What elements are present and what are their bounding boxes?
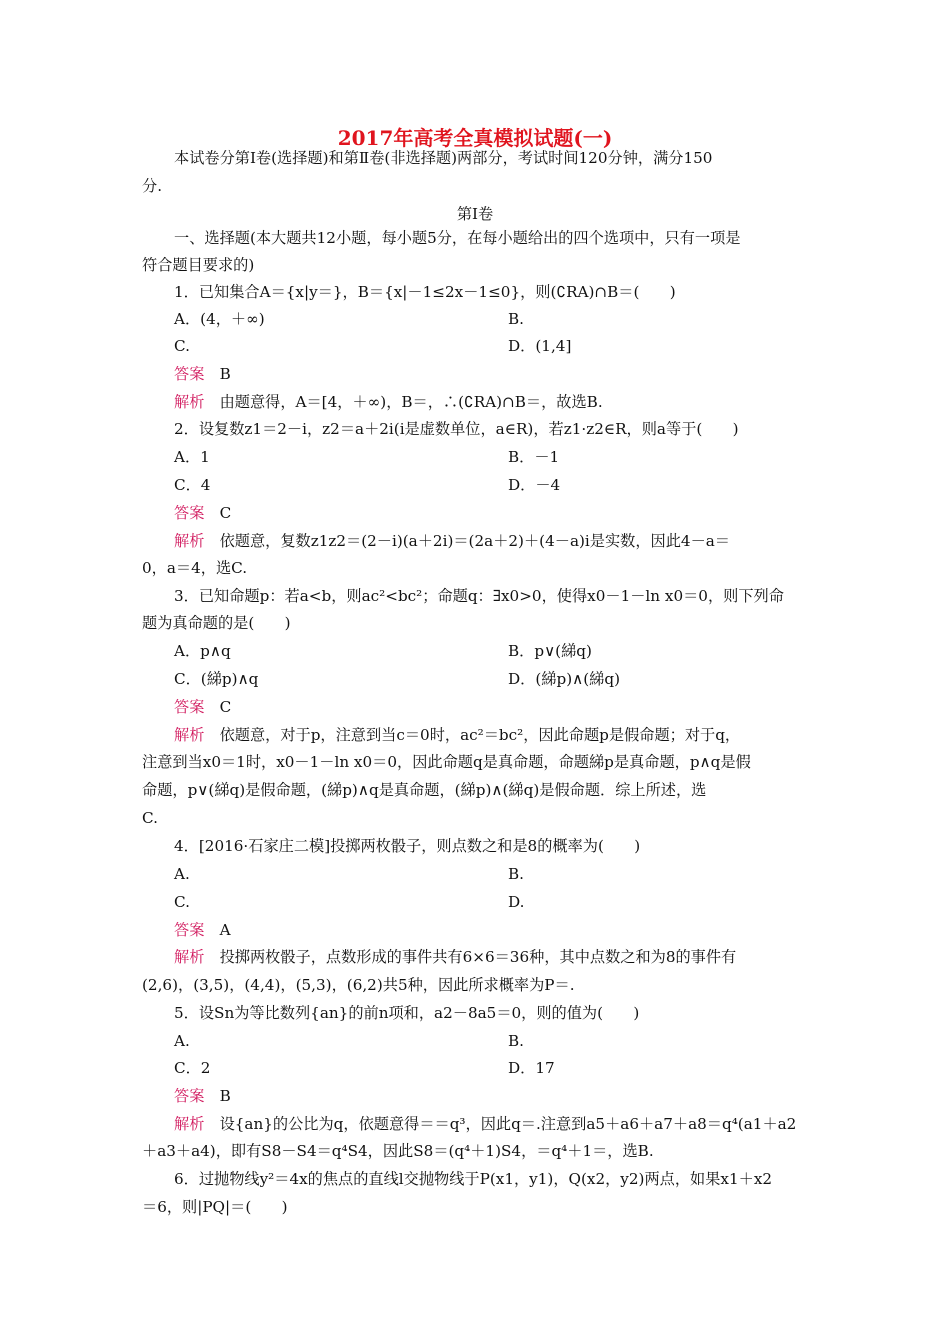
q3-option-a: A．p∧q — [174, 642, 231, 660]
q4-option-b: B. — [508, 865, 524, 883]
q3-analysis-line-2: 注意到当x0＝1时，x0－1－ln x0＝0，因此命题q是真命题，命题綈p是真命题，p∧q是假 — [142, 753, 751, 771]
q1-option-d: D．(1,4] — [508, 337, 572, 355]
q3-analysis-line-3: 命题，p∨(綈q)是假命题，(綈p)∧q是真命题，(綈p)∧(綈q)是假命题．综上所述，选 — [142, 781, 707, 799]
q4-stem: 4．[2016·石家庄二模]投掷两枚骰子，则点数之和是8的概率为( ) — [174, 837, 641, 855]
answer-label: 答案 — [174, 698, 205, 716]
q6-stem-line-2: ＝6，则|PQ|＝( ) — [142, 1198, 288, 1216]
q6-stem-line-1: 6．过抛物线y²＝4x的焦点的直线l交抛物线于P(x1，y1)，Q(x2，y2)两点，如果x1＋x2 — [174, 1170, 773, 1188]
section-heading-line-2: 符合题目要求的) — [142, 256, 255, 274]
q4-analysis — [174, 947, 844, 967]
q1-analysis-line-1: 由题意得，A＝[4，＋∞)，B＝，∴(∁RA)∩B＝，故选B. — [219, 393, 603, 411]
q3-analysis — [174, 725, 844, 745]
q4-analysis-line-2: (2,6)，(3,5)，(4,4)，(5,3)，(6,2)共5种，因此所求概率为P＝. — [142, 976, 575, 994]
q1-option-a: A．(4，＋∞) — [174, 310, 265, 328]
q2-analysis — [174, 531, 844, 551]
answer-label: 答案 — [174, 504, 205, 522]
analysis-label: 解析 — [174, 532, 205, 550]
q2-option-d: D．－4 — [508, 476, 561, 494]
q4-option-a: A. — [174, 865, 190, 883]
q3-answer-value: C — [219, 698, 232, 716]
q2-option-c: C．4 — [174, 476, 211, 494]
q4-option-d: D. — [508, 893, 525, 911]
q5-stem: 5．设Sn为等比数列{an}的前n项和，a2－8a5＝0，则的值为( ) — [174, 1004, 640, 1022]
analysis-label: 解析 — [174, 726, 205, 744]
analysis-label: 解析 — [174, 948, 205, 966]
q5-analysis-line-1: 设{an}的公比为q，依题意得＝＝q³，因此q＝.注意到a5＋a6＋a7＋a8＝q⁴(a1＋a2 — [219, 1115, 797, 1133]
analysis-label: 解析 — [174, 1115, 205, 1133]
q5-option-b: B. — [508, 1032, 524, 1050]
intro-line-2: 分. — [142, 177, 163, 195]
q1-analysis — [174, 392, 844, 412]
q5-option-d: D．17 — [508, 1059, 555, 1077]
q5-answer — [174, 1086, 844, 1106]
q2-analysis-line-1: 依题意，复数z1z2＝(2－i)(a＋2i)＝(2a＋2)＋(4－a)i是实数，因此4－a＝ — [219, 532, 730, 550]
q1-option-c: C. — [174, 337, 190, 355]
answer-label: 答案 — [174, 365, 205, 383]
q2-answer-value: C — [219, 504, 232, 522]
q4-analysis-line-1: 投掷两枚骰子，点数形成的事件共有6×6＝36种，其中点数之和为8的事件有 — [219, 948, 737, 966]
q5-option-a: A. — [174, 1032, 190, 1050]
intro-line-1: 本试卷分第Ⅰ卷(选择题)和第Ⅱ卷(非选择题)两部分，考试时间120分钟，满分150 — [174, 149, 713, 167]
q3-option-c: C．(綈p)∧q — [174, 670, 259, 688]
q2-analysis-line-2: 0，a＝4，选C. — [142, 559, 248, 577]
q2-answer — [174, 503, 844, 523]
q2-stem: 2．设复数z1＝2－i，z2＝a＋2i(i是虚数单位，a∈R)，若z1·z2∈R，则a等于( ) — [174, 420, 739, 438]
q1-answer — [174, 364, 844, 384]
q4-answer — [174, 920, 844, 940]
answer-label: 答案 — [174, 921, 205, 939]
q4-answer-value: A — [219, 921, 231, 939]
q3-option-b: B．p∨(綈q) — [508, 642, 592, 660]
analysis-label: 解析 — [174, 393, 205, 411]
q5-analysis-line-2: ＋a3＋a4)，即有S8－S4＝q⁴S4，因此S8＝(q⁴＋1)S4，＝q⁴＋1＝，选B. — [142, 1142, 654, 1160]
q1-stem: 1．已知集合A＝{x|y＝}，B＝{x|－1≤2x－1≤0}，则(∁RA)∩B＝( ) — [174, 283, 676, 301]
q4-option-c: C. — [174, 893, 190, 911]
q2-option-b: B．－1 — [508, 448, 560, 466]
q5-option-c: C．2 — [174, 1059, 211, 1077]
section-heading-line-1: 一、选择题(本大题共12小题，每小题5分，在每小题给出的四个选项中，只有一项是 — [174, 229, 741, 247]
q2-option-a: A．1 — [174, 448, 210, 466]
q3-analysis-line-4: C. — [142, 809, 158, 827]
q3-answer — [174, 697, 844, 717]
q3-stem-line-1: 3．已知命题p：若a<b，则ac²<bc²；命题q：∃x0>0，使得x0－1－ln x0＝0，则下列命 — [174, 587, 784, 605]
document-title: 2017年高考全真模拟试题(一) — [337, 126, 613, 150]
q3-analysis-line-1: 依题意，对于p，注意到当c＝0时，ac²＝bc²，因此命题p是假命题；对于q， — [219, 726, 741, 744]
part-heading: 第Ⅰ卷 — [456, 205, 494, 223]
q1-answer-value: B — [219, 365, 231, 383]
q5-analysis — [174, 1114, 844, 1134]
answer-label: 答案 — [174, 1087, 205, 1105]
q5-answer-value: B — [219, 1087, 231, 1105]
q3-option-d: D．(綈p)∧(綈q) — [508, 670, 621, 688]
q1-option-b: B. — [508, 310, 524, 328]
q3-stem-line-2: 题为真命题的是( ) — [142, 614, 291, 632]
